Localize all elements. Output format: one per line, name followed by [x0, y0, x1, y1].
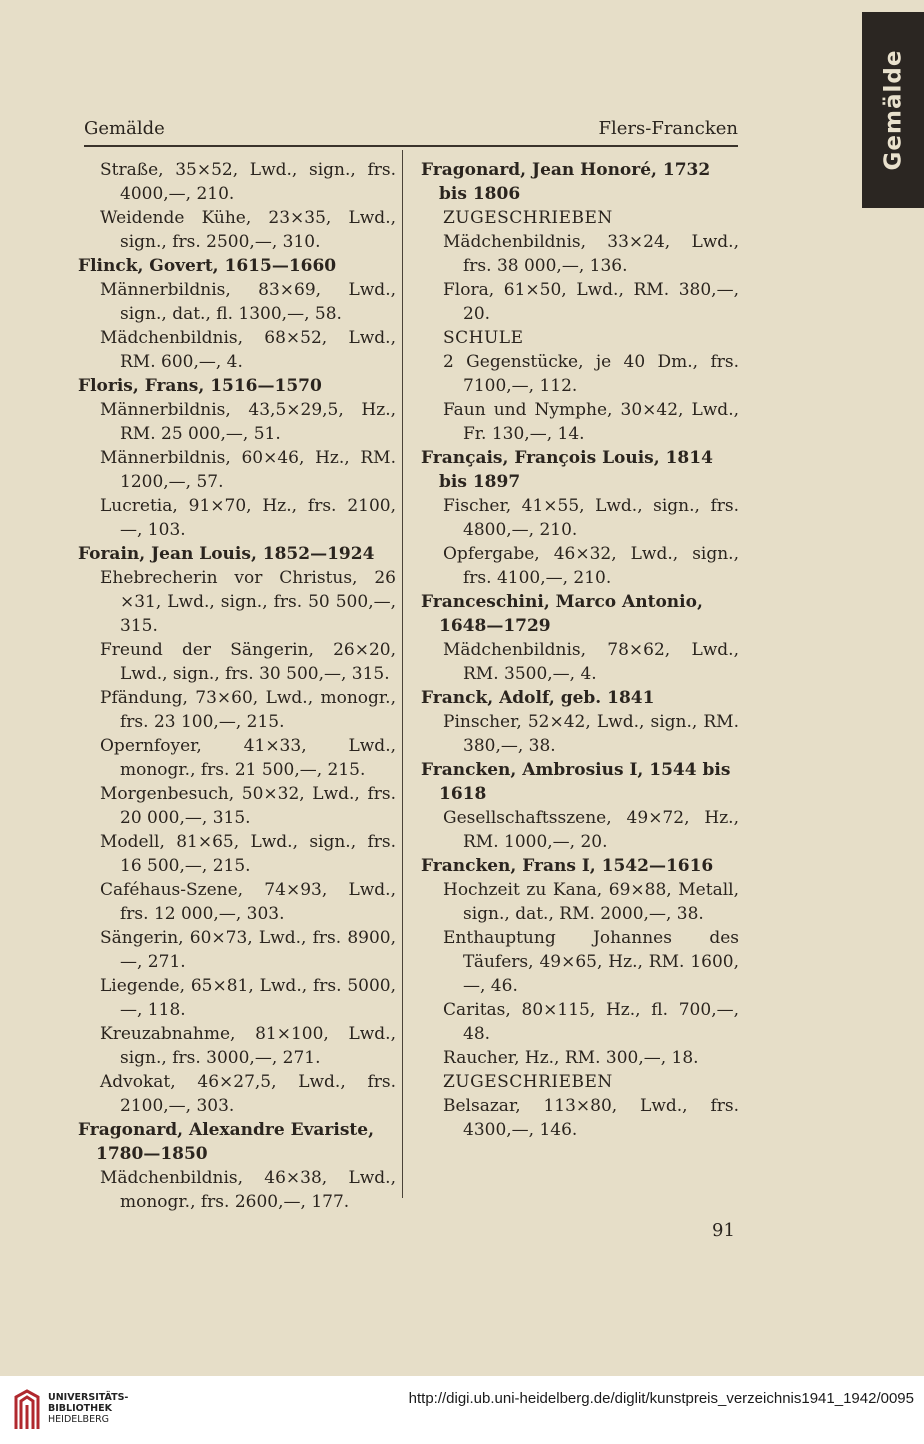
logo-line-2: BIBLIOTHEK — [48, 1403, 112, 1414]
header-left: Gemälde — [84, 118, 165, 139]
header-rule — [84, 145, 738, 147]
catalog-entry: Hochzeit zu Kana, 69×88, Metall, sign., dat., RM. 2000,—, 38. — [443, 880, 739, 924]
catalog-entry: Sängerin, 60×73, Lwd., frs. 8900,—, 271. — [100, 928, 396, 972]
artist-heading: Flinck, Govert, 1615—1660 — [78, 256, 337, 276]
catalog-entry: Weidende Kühe, 23×35, Lwd., sign., frs. 2500,—, 310. — [100, 208, 396, 252]
catalog-entry: 2 Gegenstücke, je 40 Dm., frs. 7100,—, 112. — [443, 352, 739, 396]
catalog-entry: Flora, 61×50, Lwd., RM. 380,—, 20. — [443, 280, 739, 324]
thumb-index-tab — [862, 12, 924, 208]
catalog-entry: Pinscher, 52×42, Lwd., sign., RM. 380,—, 38. — [443, 712, 739, 756]
catalog-entry: Caféhaus-Szene, 74×93, Lwd., frs. 12 000,—, 303. — [100, 880, 396, 924]
catalog-entry: Kreuzabnahme, 81×100, Lwd., sign., frs. 3000,—, 271. — [100, 1024, 396, 1068]
catalog-entry: Männerbildnis, 60×46, Hz., RM. 1200,—, 57. — [100, 448, 396, 492]
catalog-entry: Gesellschaftsszene, 49×72, Hz., RM. 1000,—, 20. — [443, 808, 739, 852]
catalog-entry: Faun und Nymphe, 30×42, Lwd., Fr. 130,—, 14. — [443, 400, 739, 444]
source-url-link[interactable]: http://digi.ub.uni-heidelberg.de/diglit/kunstpreis_verzeichnis1941_1942/0095 — [408, 1390, 914, 1407]
catalog-entry: Männerbildnis, 43,5×29,5, Hz., RM. 25 000,—, 51. — [100, 400, 396, 444]
left-column — [78, 158, 396, 1214]
column-divider — [402, 150, 403, 1198]
artist-heading: Floris, Frans, 1516—1570 — [78, 376, 322, 396]
right-column — [421, 158, 739, 1142]
artist-heading: Franck, Adolf, geb. 1841 — [421, 688, 655, 708]
catalog-entry: Morgenbesuch, 50×32, Lwd., frs. 20 000,—, 315. — [100, 784, 396, 828]
catalog-entry: Freund der Sängerin, 26×20, Lwd., sign., frs. 30 500,—, 315. — [100, 640, 396, 684]
catalog-entry: Enthauptung Johannes des Täufers, 49×65, Hz., RM. 1600,—, 46. — [443, 928, 739, 996]
logo-line-1: UNIVERSITÄTS- — [48, 1392, 129, 1403]
thumb-tab-label: Gemälde — [880, 49, 907, 171]
section-label: SCHULE — [443, 328, 524, 348]
header-right: Flers-Francken — [598, 118, 738, 139]
artist-heading: Fragonard, Jean Honoré, 1732 bis 1806 — [421, 160, 711, 204]
catalog-entry: Caritas, 80×115, Hz., fl. 700,—, 48. — [443, 1000, 739, 1044]
catalog-entry: Opfergabe, 46×32, Lwd., sign., frs. 4100,—, 210. — [443, 544, 739, 588]
catalog-entry: Männerbildnis, 83×69, Lwd., sign., dat., fl. 1300,—, 58. — [100, 280, 396, 324]
section-label: ZUGESCHRIEBEN — [443, 1072, 613, 1092]
catalog-entry: Mädchenbildnis, 68×52, Lwd., RM. 600,—, 4. — [100, 328, 396, 372]
catalog-entry: Mädchenbildnis, 46×38, Lwd., monogr., frs. 2600,—, 177. — [100, 1168, 396, 1212]
catalog-entry: Liegende, 65×81, Lwd., frs. 5000,—, 118. — [100, 976, 396, 1020]
footer-bar — [0, 1376, 924, 1444]
catalog-entry: Raucher, Hz., RM. 300,—, 18. — [443, 1048, 699, 1068]
page-number: 91 — [712, 1220, 735, 1241]
artist-heading: Franceschini, Marco Antonio, 1648—1729 — [421, 592, 703, 636]
catalog-entry: Advokat, 46×27,5, Lwd., frs. 2100,—, 303. — [100, 1072, 396, 1116]
catalog-entry: Mädchenbildnis, 78×62, Lwd., RM. 3500,—, 4. — [443, 640, 739, 684]
running-head — [84, 118, 738, 139]
catalog-entry: Ehebrecherin vor Christus, 26 ×31, Lwd., sign., frs. 50 500,—, 315. — [100, 568, 396, 636]
artist-heading: Français, François Louis, 1814 bis 1897 — [421, 448, 713, 492]
library-logo-text — [48, 1392, 128, 1425]
catalog-entry: Straße, 35×52, Lwd., sign., frs. 4000,—, 210. — [100, 160, 396, 204]
catalog-entry: Lucretia, 91×70, Hz., frs. 2100,—, 103. — [100, 496, 396, 540]
artist-heading: Forain, Jean Louis, 1852—1924 — [78, 544, 375, 564]
section-label: ZUGESCHRIEBEN — [443, 208, 613, 228]
catalog-entry: Fischer, 41×55, Lwd., sign., frs. 4800,—, 210. — [443, 496, 739, 540]
logo-line-3: HEIDELBERG — [48, 1414, 110, 1425]
catalog-entry: Modell, 81×65, Lwd., sign., frs. 16 500,—, 215. — [100, 832, 396, 876]
artist-heading: Francken, Frans I, 1542—1616 — [421, 856, 714, 876]
catalog-entry: Mädchenbildnis, 33×24, Lwd., frs. 38 000,—, 136. — [443, 232, 739, 276]
catalog-entry: Opernfoyer, 41×33, Lwd., monogr., frs. 21 500,—, 215. — [100, 736, 396, 780]
library-logo-icon — [12, 1389, 42, 1431]
catalog-entry: Belsazar, 113×80, Lwd., frs. 4300,—, 146. — [443, 1096, 739, 1140]
artist-heading: Francken, Ambrosius I, 1544 bis 1618 — [421, 760, 731, 804]
artist-heading: Fragonard, Alexandre Evariste, 1780—1850 — [78, 1120, 374, 1164]
catalog-entry: Pfändung, 73×60, Lwd., monogr., frs. 23 100,—, 215. — [100, 688, 396, 732]
